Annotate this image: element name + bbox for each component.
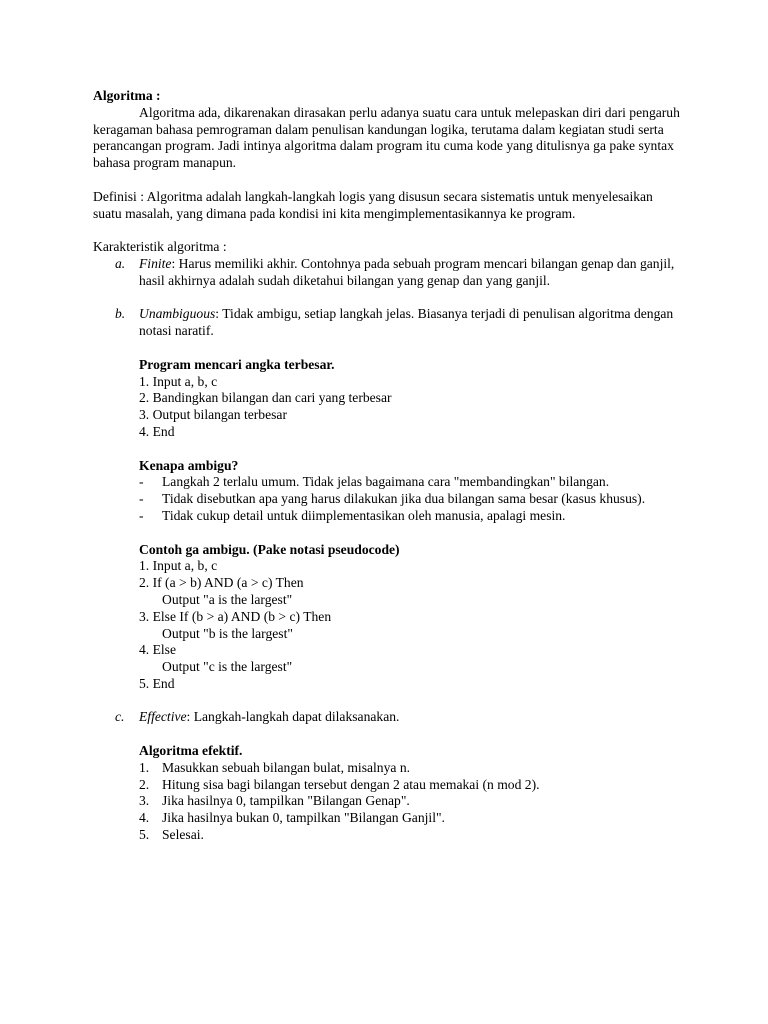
list-item <box>93 760 683 777</box>
number-marker: 2. <box>139 776 150 792</box>
list-item-text: Jika hasilnya bukan 0, tampilkan "Bilangan Ganjil". <box>162 810 445 826</box>
characteristic-item-unambiguous <box>93 306 683 340</box>
dash-marker: - <box>139 491 144 507</box>
program-title: Program mencari angka terbesar. <box>139 356 335 372</box>
pseudocode-title: Contoh ga ambigu. (Pake notasi pseudocode) <box>139 541 400 557</box>
dash-marker: - <box>139 507 144 523</box>
list-item <box>93 491 683 508</box>
spacer <box>93 290 683 307</box>
list-item <box>93 777 683 794</box>
list-item <box>93 508 683 525</box>
code-line: 5. End <box>139 675 175 691</box>
number-marker: 1. <box>139 759 150 775</box>
code-line: 3. Else If (b > a) AND (b > c) Then <box>139 608 332 624</box>
characteristic-term: Unambiguous <box>139 306 216 322</box>
dash-marker: - <box>139 474 144 490</box>
code-line: 1. Input a, b, c <box>139 558 218 574</box>
document-body <box>93 88 683 844</box>
characteristic-text: : Langkah-langkah dapat dilaksanakan. <box>186 709 400 725</box>
characteristic-item-effective <box>93 709 683 726</box>
list-item-text: Masukkan sebuah bilangan bulat, misalnya n. <box>162 759 411 775</box>
number-marker: 4. <box>139 810 150 826</box>
spacer <box>93 525 683 542</box>
code-line: 2. If (a > b) AND (a > c) Then <box>139 575 304 591</box>
spacer <box>93 172 683 189</box>
definition-paragraph: Definisi : Algoritma adalah langkah-langkah logis yang disusun secara sistematis untuk menyelesaikan suatu masalah, yang dimana pada kondisi ini kita mengimplementasikannya ke program. <box>93 188 653 221</box>
list-item-text: Hitung sisa bagi bilangan tersebut dengan 2 atau memakai (n mod 2). <box>162 776 540 792</box>
characteristic-text: : Tidak ambigu, setiap langkah jelas. Biasanya terjadi di penulisan algoritma dengan notasi naratif. <box>139 306 674 339</box>
number-marker: 5. <box>139 827 150 843</box>
list-item: 2. Bandingkan bilangan dan cari yang terbesar <box>139 390 392 406</box>
program-steps <box>93 374 683 441</box>
list-item-text: Jika hasilnya 0, tampilkan "Bilangan Genap". <box>162 793 410 809</box>
list-marker: b. <box>115 306 126 322</box>
list-item-text: Tidak cukup detail untuk diimplementasikan oleh manusia, apalagi mesin. <box>162 507 566 523</box>
spacer <box>93 340 683 357</box>
list-item <box>93 827 683 844</box>
spacer <box>93 441 683 458</box>
section-heading: Algoritma : <box>93 88 161 103</box>
code-line: Output "b is the largest" <box>162 625 293 641</box>
number-marker: 3. <box>139 793 150 809</box>
list-item <box>93 474 683 491</box>
list-item: 4. End <box>139 423 175 439</box>
list-marker: a. <box>115 255 126 271</box>
spacer <box>93 693 683 710</box>
list-item: 1. Input a, b, c <box>139 373 218 389</box>
spacer <box>93 222 683 239</box>
effective-title: Algoritma efektif. <box>139 743 243 759</box>
intro-paragraph: Algoritma ada, dikarenakan dirasakan perlu adanya suatu cara untuk melepaskan diri dari pengaruh keragaman bahasa pemrograman dalam penulisan kandungan logika, terutama dalam kegiatan studi serta perancangan program. Jadi intinya algoritma dalam program itu cuma kode yang ditulisnya ga pake syntax bahasa program manapun. <box>93 104 680 171</box>
list-item-text: Tidak disebutkan apa yang harus dilakukan jika dua bilangan sama besar (kasus khusus). <box>162 491 646 507</box>
list-item-text: Selesai. <box>162 827 204 843</box>
spacer <box>93 726 683 743</box>
characteristic-term: Effective <box>139 709 187 725</box>
list-item: 3. Output bilangan terbesar <box>139 407 287 423</box>
why-title: Kenapa ambigu? <box>139 457 239 473</box>
characteristic-item-finite <box>93 256 683 290</box>
list-marker: c. <box>115 709 125 725</box>
pseudocode-block <box>93 558 683 692</box>
list-item <box>93 793 683 810</box>
code-line: Output "c is the largest" <box>162 659 293 675</box>
characteristics-title: Karakteristik algoritma : <box>93 239 227 255</box>
characteristic-text: : Harus memiliki akhir. Contohnya pada sebuah program mencari bilangan genap dan ganjil, hasil akhirnya adalah sudah diketahui bilangan yang genap dan yang ganjil. <box>139 255 675 288</box>
code-line: Output "a is the largest" <box>162 591 293 607</box>
list-item-text: Langkah 2 terlalu umum. Tidak jelas bagaimana cara "membandingkan" bilangan. <box>162 474 610 490</box>
characteristic-term: Finite <box>139 255 172 271</box>
list-item <box>93 810 683 827</box>
code-line: 4. Else <box>139 642 176 658</box>
